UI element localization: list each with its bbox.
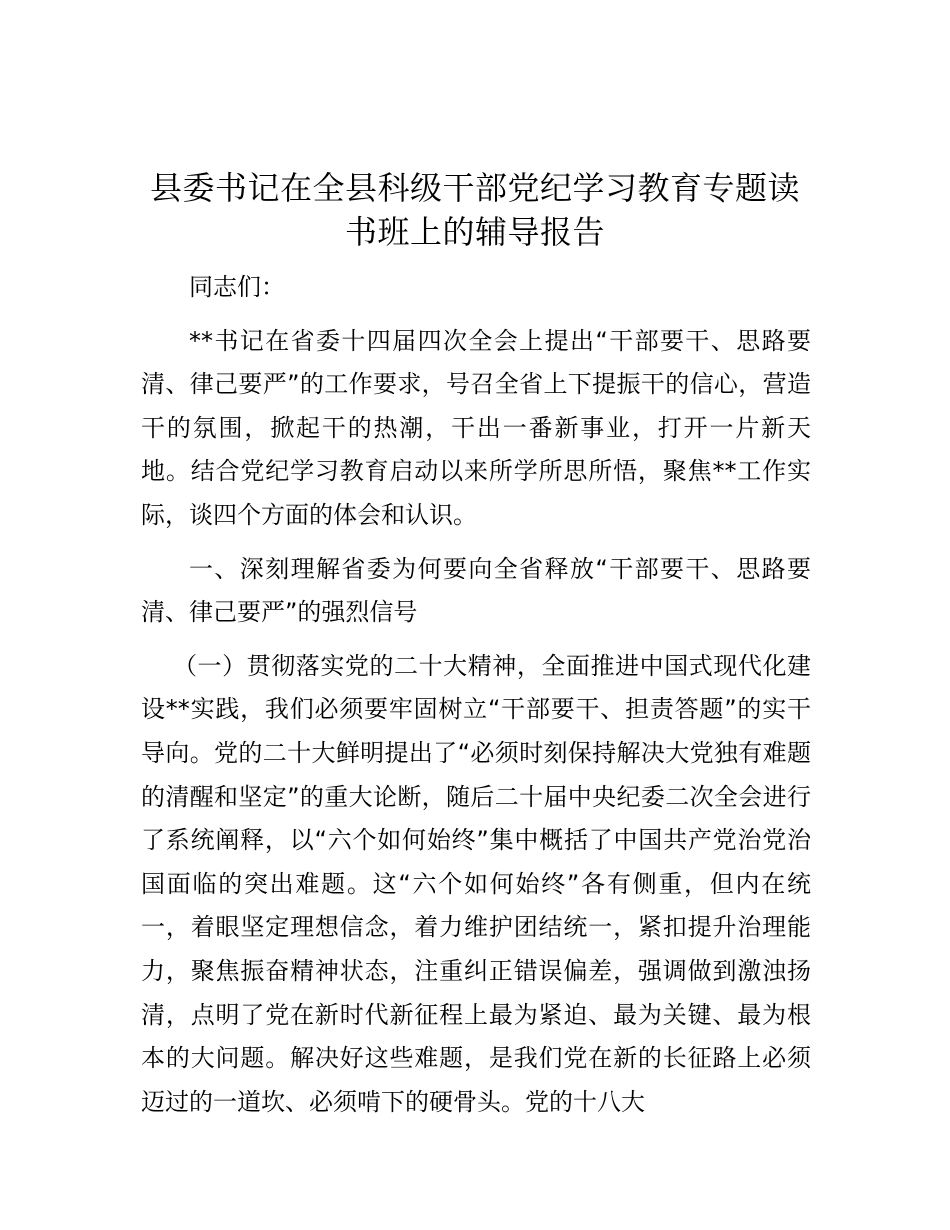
section-heading-1: 一、深刻理解省委为何要向全省释放“干部要干、思路要清、律己要严”的强烈信号 — [141, 554, 811, 627]
document-title — [130, 166, 820, 254]
subsection-paragraph-1: （一）贯彻落实党的二十大精神，全面推进中国式现代化建设**实践，我们必须要牢固树立“干部要干、担责答题”的实干导向。党的二十大鲜明提出了“必须时刻保持解决大党独有难题的清醒和坚定”的重大论断，随后二十届中央纪委二次全会进行了系统阐释，以“六个如何始终”集中概括了中国共产党治党治国面临的突出难题。这“六个如何始终”各有侧重，但内在统一，着眼坚定理想信念，着力维护团结统一，紧扣提升治理能力，聚焦振奋精神状态，注重纠正错误偏差，强调做到激浊扬清，点明了党在新时代新征程上最为紧迫、最为关键、最为根本的大问题。解决好这些难题，是我们党在新的长征路上必须迈过的一道坎、必须啃下的硬骨头。党的十八大 — [141, 651, 811, 1116]
intro-paragraph: **书记在省委十四届四次全会上提出“干部要干、思路要清、律己要严”的工作要求，号召全省上下提振干的信心，营造干的氛围，掀起干的热潮，干出一番新事业，打开一片新天地。结合党纪学习教育启动以来所学所思所悟，聚焦**工作实际，谈四个方面的体会和认识。 — [141, 326, 811, 529]
document-body — [141, 266, 811, 1124]
salutation: 同志们： — [189, 273, 285, 301]
title-line-2: 书班上的辅导报告 — [344, 213, 605, 251]
title-line-1: 县委书记在全县科级干部党纪学习教育专题读 — [149, 169, 800, 207]
